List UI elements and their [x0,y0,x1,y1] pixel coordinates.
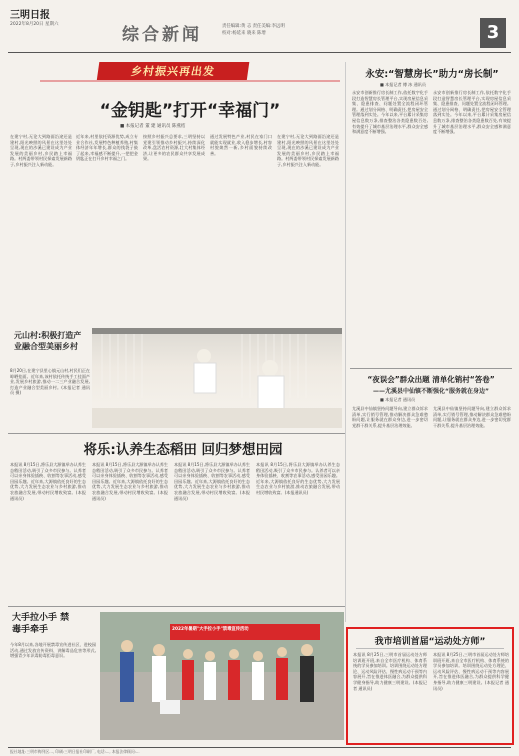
masthead: 三明日报 [10,10,50,21]
anti-drug-event-photo [100,612,344,740]
footer-rule [8,747,511,748]
page-number-badge: 3 [480,18,506,48]
article2-title: 元山村:积极打造产业融合型美丽乡村 [14,331,82,351]
article3-column-3: 本报讯 8月15日,将乐县大源镇举办认养生态稻田活动,吸引了众多市民参与。认养者可以亲身体验插秧、收割等农事活动,感受田园乐趣。近年来,大源镇依托良好的生态优势,大力发展生态农业与乡村旅游,推动农旅融合发展,带动村民增收致富。(本报通讯员) [174,462,250,501]
article7-title-rule [356,648,504,649]
footer-text: 报社地址:三明市梅列区..., 印刷:三明日报社印刷厂, 电话:..., 本报法律顾问:... [10,749,140,754]
article2-body: 8月20日,在建宁县里心镇元山村,村民们正在晾晒挂面。近年来,该村依托传统手工挂面产业,发展乡村旅游,推动一二三产业融合发展,打造产业融合型美丽乡村。(本报记者 通讯员 摄) [10,368,90,396]
article6-column-2: 尤溪县中仙镇坚持问题导向,建立群众诉求清单,实行销号管理,推动解决群众急难愁盼问题,让服务就在群众身边,进一步密切党群干群关系,提升基层治理效能。 [433,406,511,428]
section-rule-lower [8,606,345,607]
section-title: 综合新闻 [122,25,202,45]
article1-column-1: 在建宁村,无论大到路面沿途还是建村,阳光映照的风景在这里处处呈现,现在的沙溪已建设成为产业发展的美丽乡村,乡民踏上幸福路。村两委带领村民探索发展新路子,乡村振兴注入新动能。 [10,134,72,167]
article7-title: 我市培训首届“运动处方师” [374,637,486,647]
article3-column-4: 本报讯 8月15日,将乐县大源镇举办认养生态稻田活动,吸引了众多市民参与。认养者可以亲身体验插秧、收割等农事活动,感受田园乐趣。近年来,大源镇依托良好的生态优势,大力发展生态农业与乡村旅游,推动农旅融合发展,带动村民增收致富。(本报通讯员) [256,462,340,495]
article6-column-1: 尤溪县中仙镇坚持问题导向,建立群众诉求清单,实行销号管理,推动解决群众急难愁盼问题,让服务就在群众身边,进一步密切党群干群关系,提升基层治理效能。 [352,406,428,428]
article5-column-1: 永安市创新推行房长制工作,依托数字化手段打造智慧房长管理平台,实现房屋信息采集、隐患排查、问题处置全流程闭环管理。通过划分网格、明确责任,把房屋安全管理落到实处。今年以来,平台累计采集房屋信息数万条,排查整治各类隐患数百处,有效提升了城市基层治理水平,群众安全感和满意度不断增强。 [352,90,428,135]
article6-title: “夜误会”群众出题 清单化销村“答卷” [367,375,495,384]
article7-column-2: 本报讯 8月25日,三明市首届运动处方师培训班开班,来自全市医疗机构、体育系统的学员参加培训。培训围绕运动处方理论、运动风险评估、慢性病运动干预等内容展开,旨在推进体医融合,为群众提供科学健身指导,助力健康三明建设。(本报记者 通讯员) [433,652,509,691]
article1-title: “金钥匙”打开“幸福门” [99,101,281,121]
article3-title: 将乐:认养生态稻田 回归梦想田园 [83,442,283,458]
noodle-photo-illustration [92,328,342,428]
article1-column-5: 在建宁村,无论大到路面沿途还是建村,阳光映照的风景在这里处处呈现,现在的沙溪已建设成为产业发展的美丽乡村,乡民踏上幸福路。村两委带领村民探索发展新路子,乡村振兴注入新动能。 [277,134,339,167]
article1-column-3: 按照乡村振兴总要求,三明坚持以党建引领推动乡村振兴,持续深化改革,盘活农村资源,壮大村集体经济,让更多的农民群众共享发展成果。 [143,134,205,162]
article4-title: 大手拉小手 禁毒手牵手 [12,613,70,635]
article6-byline: ■ 本报记者 通讯员 [380,397,416,402]
banner-decor-line [40,80,340,82]
header-rule [8,52,511,53]
column-divider [345,62,346,622]
article5-title: 永安:“智慧房长”助力“房长制” [365,69,499,80]
article7-column-1: 本报讯 8月25日,三明市首届运动处方师培训班开班,来自全市医疗机构、体育系统的学员参加培训。培训围绕运动处方理论、运动风险评估、慢性病运动干预等内容展开,旨在推进体医融合,为群众提供科学健身指导,助力健康三明建设。(本报记者 通讯员) [353,652,427,691]
event-banner-text: 2022年暑期"大手拉小手"禁毒宣传活动 [172,627,249,632]
article1-byline: ■ 本报记者 董 建 通讯员 陈燕桔 [120,124,186,129]
section-rule [8,433,345,434]
article5-column-2: 永安市创新推行房长制工作,依托数字化手段打造智慧房长管理平台,实现房屋信息采集、隐患排查、问题处置全流程闭环管理。通过划分网格、明确责任,把房屋安全管理落到实处。今年以来,平台累计采集房屋信息数万条,排查整治各类隐患数百处,有效提升了城市基层治理水平,群众安全感和满意度不断增强。 [433,90,511,135]
right-rule-1 [350,368,512,369]
article1-column-2: 近年来,村里依托资源优势,成立专业合作社,发展特色种植养殖,村集体经济年年增长,群众的钱袋子鼓了起来,幸福感不断提升,一把把金钥匙正在打开乡村幸福之门。 [76,134,138,162]
article1-column-4: 通过发展特色产业,村民在家门口就能实现就业,收入稳步增长,村容村貌焕然一新,乡村面貌持续改善。 [210,134,272,156]
noodle-drying-photo [92,328,342,428]
article6-subtitle: ——尤溪县中仙镇不断强化“服务就在身边” [373,388,489,395]
rural-revitalization-banner: 乡村振兴再出发 [97,62,250,81]
issue-date: 2022年8月20日 星期六 [10,22,59,27]
article7-highlight-box [346,627,514,745]
article3-column-1: 本报讯 8月15日,将乐县大源镇举办认养生态稻田活动,吸引了众多市民参与。认养者可以亲身体验插秧、收割等农事活动,感受田园乐趣。近年来,大源镇依托良好的生态优势,大力发展生态农业与乡村旅游,推动农旅融合发展,带动村民增收致富。(本报通讯员) [10,462,86,501]
article3-column-2: 本报讯 8月15日,将乐县大源镇举办认养生态稻田活动,吸引了众多市民参与。认养者可以亲身体验插秧、收割等农事活动,感受田园乐趣。近年来,大源镇依托良好的生态优势,大力发展生态农业与乡村旅游,推动农旅融合发展,带动村民增收致富。(本报通讯员) [92,462,168,501]
article4-body: 今年8月以来,各地开展禁毒宣传进社区、进校园活动,通过发放宣传资料、讲解毒品危害等形式,增强青少年识毒防毒拒毒意识。 [10,642,96,659]
article5-byline: ■ 本报记者 傅 冰 通讯员 [380,82,426,87]
editors-info: 责任编辑:黄 志 责任美编:李远明 校对:杨延来 晓来 陈增 [222,24,285,36]
